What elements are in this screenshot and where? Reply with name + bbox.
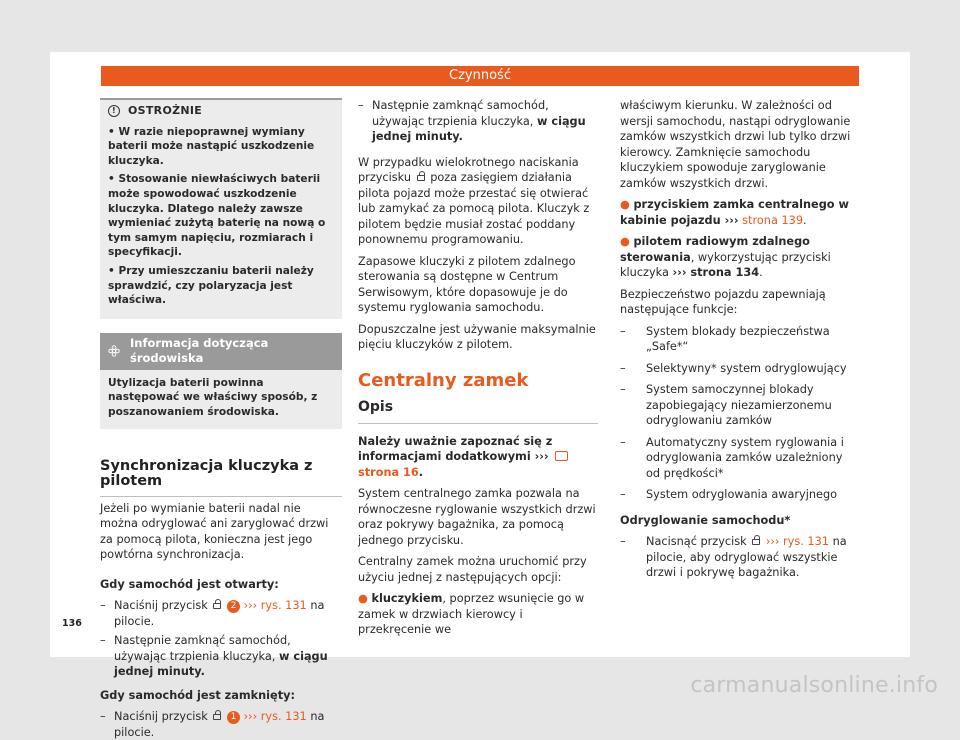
environment-text: Utylizacja baterii powinna następować we właściwy sposób, z poszanowaniem środowiska. [108, 376, 318, 418]
figure-link[interactable]: ››› rys. 131 [243, 599, 307, 612]
lock-icon [213, 714, 221, 720]
paragraph: Zapasowe kluczyki z pilotem zdalnego sterowania są dostępne w Centrum Serwisowym, które dopasowuje je do systemu ryglowania samochodu. [358, 254, 576, 314]
bullet-item: ● pilotem radiowym zdalnego sterowania, wykorzystując przyciski kluczyka ››› strona 134. [620, 235, 831, 279]
list-item: – System odryglowania awaryjnego [620, 488, 838, 501]
environment-box [100, 333, 342, 429]
page-link[interactable]: strona 16 [358, 465, 419, 479]
page-link[interactable]: ››› strona 134 [672, 266, 760, 279]
column-left [100, 98, 342, 740]
closed-label: Gdy samochód jest zamknięty: [100, 688, 295, 702]
book-icon [555, 451, 568, 461]
bullet-item: ● przyciskiem zamka centralnego w kabinie pojazdu ››› strona 139. [620, 198, 849, 227]
note: Należy uważnie zapoznać się z informacjami dodatkowymi ››› strona 16. [358, 434, 598, 481]
list-item: – Selektywny* system odryglowujący [620, 361, 847, 375]
lock-icon [752, 539, 760, 545]
column-right [620, 98, 860, 587]
info-icon: ! [108, 105, 120, 117]
list-item: – System samoczynnej blokady zapobiegający niezamierzonemu odryglowaniu zamków [620, 383, 832, 427]
lock-icon [417, 175, 425, 181]
paragraph: Dopuszczalne jest używanie maksymalnie pięciu kluczyków z pilotem. [358, 322, 596, 351]
button-badge: 1 [227, 711, 240, 724]
list-item: – Naciśnij przycisk 1 ››› rys. 131 na pilocie. [100, 710, 325, 739]
page-header: Czynność [101, 66, 859, 86]
warning-item: • Stosowanie niewłaściwych baterii może spowodować uszkodzenie kluczyka. Dlatego należy zawsze wymieniać zużytą baterię na nową o tym samym napięciu, rozmiarach i specyfikacji. [108, 173, 326, 259]
warning-header [108, 104, 334, 119]
paragraph: System centralnego zamka pozwala na równoczesne ryglowanie wszystkich drzwi oraz pokrywy bagażnika, za pomocą jednego przycisku. [358, 487, 596, 547]
warning-box [100, 98, 342, 319]
lock-icon [213, 603, 221, 609]
open-label: Gdy samochód jest otwarty: [100, 577, 279, 591]
figure-link[interactable]: ››› rys. 131 [243, 710, 307, 723]
paragraph: W przypadku wielokrotnego naciskania przycisku poza zasięgiem działania pilota pojazd może przestać się otwierać lub zamykać za pomocą pilota. Kluczyk z pilotem będzie musiał zostać poddany ponownemu programowaniu. [358, 155, 590, 246]
paragraph: Bezpieczeństwo pojazdu zapewniają następujące funkcje: [620, 287, 826, 316]
paragraph: właściwym kierunku. W zależności od wersji samochodu, nastąpi odryglowanie zamków wszystkich drzwi lub tylko drzwi kierowcy. Zamknięcie samochodu kluczykiem spowoduje zaryglowanie zamków wszystkich drzwi. [620, 99, 851, 190]
sync-intro: Jeżeli po wymianie baterii nadal nie można odryglować ani zaryglować drzwi za pomocą pilota, konieczna jest jego powtórna synchronizacja. [100, 501, 329, 561]
page-number: 136 [62, 618, 82, 629]
column-middle [358, 98, 598, 644]
environment-header [100, 333, 342, 370]
sync-heading: Synchronizacja kluczyka z pilotem [100, 459, 342, 497]
flower-icon [108, 345, 120, 357]
subsection-heading: Opis [358, 400, 598, 424]
paragraph: Centralny zamek można uruchomić przy użyciu jednej z następujących opcji: [358, 555, 587, 584]
page-link[interactable]: strona 139 [742, 213, 804, 227]
list-item: – Automatyczny system ryglowania i odryglowania zamków uzależniony od prędkości* [620, 435, 844, 480]
watermark: carmanualsonline.info [690, 673, 938, 698]
list-item: – System blokady bezpieczeństwa „Safe*“ [620, 324, 830, 353]
list-item: – Nacisnąć przycisk ››› rys. 131 na pilocie, aby odryglować wszystkie drzwi i pokrywę bagażnika. [620, 535, 847, 579]
list-item: – Następnie zamknąć samochód, używając trzpienia kluczyka, w ciągu jednej minuty. [100, 634, 328, 678]
bullet-item: ● kluczykiem, poprzez wsunięcie go w zamek w drzwiach kierowcy i przekręcenie we [358, 592, 585, 636]
warning-item: • Przy umieszczaniu baterii należy sprawdzić, czy polaryzacja jest właściwa. [108, 264, 314, 307]
section-heading: Centralny zamek [358, 369, 529, 391]
warning-title: OSTROŻNIE [128, 104, 203, 117]
figure-link[interactable]: ››› rys. 131 [765, 535, 829, 548]
list-item: – Następnie zamknąć samochód, używając trzpienia kluczyka, w ciągu jednej minuty. [358, 99, 586, 143]
warning-item: • W razie niepoprawnej wymiany baterii może nastąpić uszkodzenie kluczyka. [108, 125, 315, 167]
bullet-icon: ● [620, 198, 630, 211]
list-item: – Naciśnij przycisk 2 ››› rys. 131 na pilocie. [100, 599, 325, 628]
bullet-icon: ● [358, 592, 368, 605]
unlock-label: Odryglowanie samochodu* [620, 513, 791, 527]
environment-title: Informacja dotycząca środowiska [130, 335, 269, 366]
button-badge: 2 [227, 600, 240, 613]
bullet-icon: ● [620, 235, 630, 248]
